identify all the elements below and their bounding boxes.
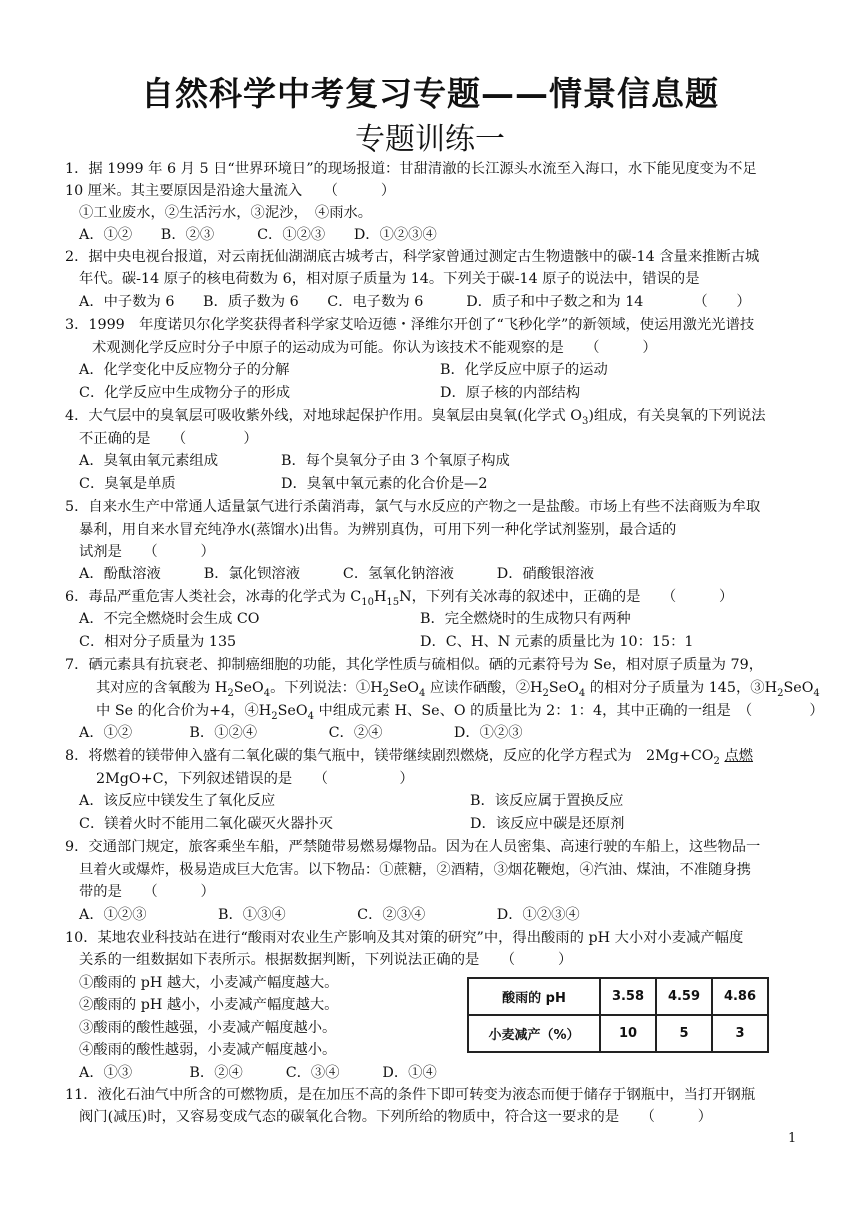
question-text: 中 Se 的化合价为+4，$④H_2SeO_4$ 中组成元素 H、Se、O 的质量比为 2：1：4，其中正确的一组是 （ ）	[96, 703, 824, 722]
table-cell: 4.59	[656, 978, 712, 1015]
answer-option: C．相对分子质量为 135	[79, 634, 237, 650]
answer-option: B．每个臭氧分子由 3 个氧原子构成	[281, 453, 510, 469]
answer-options: A．中子数为 6 B．质子数为 6 C．电子数为 6 D．质子和中子数之和为 14 （ ）	[79, 294, 751, 310]
statement: ②酸雨的 pH 越小，小麦减产幅度越大。	[79, 997, 339, 1013]
answer-option: B．该反应属于置换反应	[470, 793, 624, 809]
answer-options: A．①②③ B．①③④ C．②③④ D．①②③④	[79, 907, 580, 923]
table-cell: 4.86	[712, 978, 768, 1015]
ph-data-table	[467, 977, 769, 1053]
answer-options: A．①② B．②③ C．①②③ D．①②③④	[79, 227, 437, 243]
table-cell: 5	[656, 1015, 712, 1052]
question-text: 5．自来水生产中常通人适量氯气进行杀菌消毒，氯气与水反应的产物之一是盐酸。市场上有些不法商贩为牟取	[65, 499, 761, 515]
answer-option: B．化学反应中原子的运动	[440, 362, 608, 378]
statement: ①酸雨的 pH 越大，小麦减产幅度越大。	[79, 975, 339, 991]
question-text: ①工业废水，②生活污水，③泥沙， ④雨水。	[79, 205, 373, 221]
question-text: 11．液化石油气中所含的可燃物质，是在加压不高的条件下即可转变为液态而便于储存于钢瓶中，当打开钢瓶	[65, 1087, 756, 1103]
table-row	[468, 978, 768, 1015]
table-row	[468, 1015, 768, 1052]
page-subtitle: 专题训练一	[355, 122, 505, 157]
question-text: 阀门(减压)时，又容易变成气态的碳氧化合物。下列所给的物质中，符合这一要求的是 （ ）	[79, 1109, 713, 1125]
answer-option: D．该反应中碳是还原剂	[470, 816, 625, 832]
question-text: 6．毒品严重危害人类社会，冰毒的化学式为 $C_{10}H_{15}N$，下列有关冰毒的叙述中，正确的是 （ ）	[65, 589, 734, 608]
answer-option: A．化学变化中反应物分子的分解	[79, 362, 290, 378]
question-text: 1．据 1999 年 6 月 5 日“世界环境日”的现场报道：甘甜清澈的长江源头水流至入海口，水下能见度变为不足	[65, 161, 757, 177]
answer-option: A．臭氧由氧元素组成	[79, 453, 218, 469]
answer-option: C．臭氧是单质	[79, 476, 176, 492]
question-text: 年代。碳-14 原子的核电荷数为 6，相对原子质量为 14。下列关于碳-14 原子的说法中，错误的是	[79, 271, 700, 287]
question-text: 7．硒元素具有抗衰老、抑制癌细胞的功能，其化学性质与硫相似。硒的元素符号为 Se，相对原子质量为 79，	[65, 657, 763, 673]
question-text: 4．大气层中的臭氧层可吸收紫外线，对地球起保护作用。臭氧层由臭氧(化学式 $O_3$)组成，有关臭氧的下列说法	[65, 408, 766, 427]
question-text: 其对应的含氧酸为 $H_2SeO_4$。下列说法：$①H_2SeO_4$ 应读作硒酸，$②H_2SeO_4$ 的相对分子质量为 145，$③H_2SeO_4$	[96, 680, 820, 699]
question-text: 10．某地农业科技站在进行“酸雨对农业生产影响及其对策的研究”中，得出酸雨的 pH 大小对小麦减产幅度	[65, 930, 744, 946]
table-cell: 3.58	[600, 978, 656, 1015]
table-cell: 3	[712, 1015, 768, 1052]
statement: ④酸雨的酸性越弱，小麦减产幅度越小。	[79, 1042, 337, 1058]
answer-option: D．原子核的内部结构	[440, 385, 581, 401]
question-text: 术观测化学反应时分子中原子的运动成为可能。你认为该技术不能观察的是 （ ）	[92, 340, 657, 356]
answer-option: D．C、H、N 元素的质量比为 10：15：1	[420, 634, 694, 650]
question-text: 暴利，用自来水冒充纯净水(蒸馏水)出售。为辨别真伪，可用下列一种化学试剂鉴别，最合适的	[79, 522, 677, 538]
answer-options: A．①③ B．②④ C．③④ D．①④	[79, 1065, 437, 1081]
question-text: 10 厘米。其主要原因是沿途大量流入 （ ）	[65, 183, 396, 199]
question-text: 不正确的是 （ ）	[79, 431, 258, 447]
table-header: 小麦减产（%）	[468, 1015, 600, 1052]
question-text: 旦着火或爆炸，极易造成巨大危害。以下物品：①蔗糖，②酒精，③烟花鞭炮，④汽油、煤油，不准随身携	[79, 862, 751, 878]
question-text: 2．据中央电视台报道，对云南抚仙湖湖底古城考古，科学家曾通过测定古生物遗骸中的碳-14 含量来推断古城	[65, 249, 760, 265]
question-text: 带的是 （ ）	[79, 884, 215, 900]
page-number: 1	[788, 1131, 797, 1146]
statement: ③酸雨的酸性越强，小麦减产幅度越小。	[79, 1020, 337, 1036]
table-header: 酸雨的 pH	[468, 978, 600, 1015]
answer-option: A．不完全燃烧时会生成 CO	[79, 611, 260, 627]
page-title: 自然科学中考复习专题——情景信息题	[141, 74, 719, 113]
answer-option: B．完全燃烧时的生成物只有两种	[420, 611, 631, 627]
answer-option: D．臭氧中氧元素的化合价是—2	[281, 476, 488, 492]
reaction-condition: 点燃	[724, 748, 754, 764]
question-text: 9．交通部门规定，旅客乘坐车船，严禁随带易燃易爆物品。因为在人员密集、高速行驶的车船上，这些物品一	[65, 839, 761, 855]
question-text: 8．将燃着的镁带伸入盛有二氧化碳的集气瓶中，镁带继续剧烈燃烧，反应的化学方程式为 $2Mg+CO_2$ 点燃	[65, 748, 754, 767]
question-text: 关系的一组数据如下表所示。根据数据判断，下列说法正确的是 （ ）	[79, 952, 573, 968]
answer-option: C．化学反应中生成物分子的形成	[79, 385, 291, 401]
table-cell: 10	[600, 1015, 656, 1052]
question-text: 3．1999 年度诺贝尔化学奖获得者科学家艾哈迈德・泽维尔开创了“飞秒化学”的新领域，使运用激光光谱技	[65, 317, 755, 333]
answer-option: C．镁着火时不能用二氧化碳灭火器扑灭	[79, 816, 333, 832]
question-text: 2MgO+C，下列叙述错误的是 （ ）	[96, 771, 414, 787]
question-text: 试剂是 （ ）	[79, 544, 215, 560]
answer-options: A．酚酞溶液 B．氯化钡溶液 C．氢氧化钠溶液 D．硝酸银溶液	[79, 566, 595, 582]
answer-options: A．①② B．①②④ C．②④ D．①②③	[79, 725, 523, 741]
answer-option: A．该反应中镁发生了氧化反应	[79, 793, 276, 809]
